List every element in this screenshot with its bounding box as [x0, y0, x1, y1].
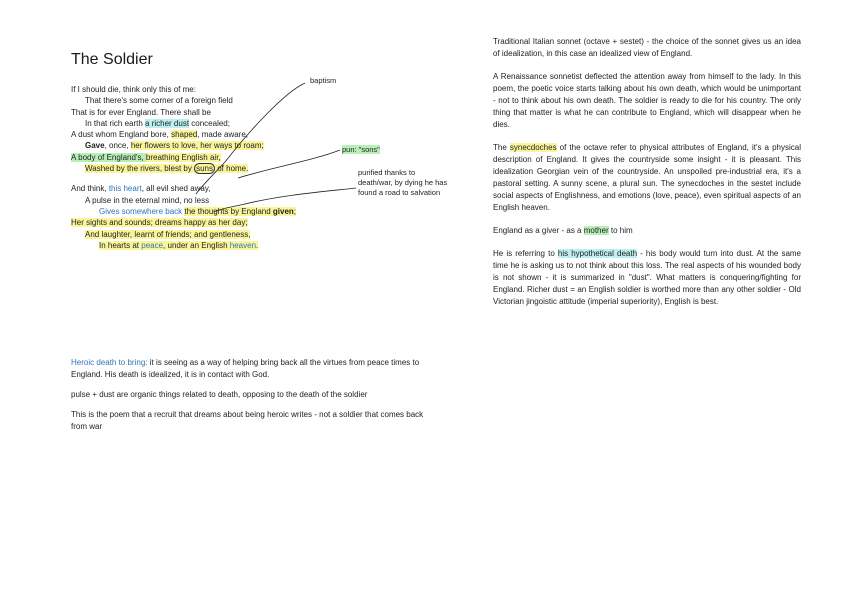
highlight-mother: mother [583, 226, 609, 235]
text-run: , once, [104, 141, 131, 151]
annotation-baptism: baptism [310, 76, 337, 85]
text-run: of the octave refer to physical attributes of England, it's a physical description of England. It gives the countryside some insight - it is pleasant. This idealization Georgian vein of the countryside. An unspoiled pre-industrial era, it's a pastoral setting. A sunny scene, a plural sun. The synecdoches in the sestet include social aspects of Englishness, and emotions (love, peace), even spiritual aspects of an English heaven. [493, 143, 801, 212]
text-run: concealed; [189, 118, 230, 128]
bold-gave: Gave [85, 141, 105, 151]
note-recruit: This is the poem that a recruit that dreams about being heroic writes - not a soldier that comes back from war [71, 410, 424, 431]
poem-line-7 [71, 152, 371, 163]
text-run: And think, [71, 184, 109, 194]
notes-right [493, 36, 801, 319]
highlight-laughter: And laughter, learnt of friends; and gentleness, [85, 229, 251, 239]
highlight-hypothetical-death: his hypothetical death [557, 249, 638, 258]
text-run: it is seeing as a way of helping bring back all the virtues from peace times to England. His death is idealized, it is in contact with God. [71, 358, 420, 379]
text-run: , made aware, [197, 130, 249, 140]
highlight-washed [85, 164, 248, 173]
highlight-breathing: breathing English air, [145, 152, 221, 162]
blue-heaven: heaven [229, 240, 257, 250]
label-heroic-death: Heroic death to bring: [71, 358, 148, 367]
text-run: . [256, 240, 259, 250]
note-heroic-death [71, 357, 427, 381]
note-renaissance: A Renaissance sonnetist deflected the attention away from himself to the lady. In this poem, the poetic voice starts talking about his own death, which would be unimportant - not to think about his own death. The soldier is ready to die for his country. The only thing that matter is what he can contribute to England, which will disappear when he dies. [493, 72, 801, 129]
poem-line-5 [71, 129, 371, 140]
highlight-shaped: shaped [171, 130, 198, 140]
text-run: He is referring to [493, 249, 558, 258]
highlight-flowers: her flowers to love, her ways to roam; [130, 141, 264, 151]
note-pulse-dust: pulse + dust are organic things related to death, opposing to the death of the soldier [71, 390, 368, 399]
text-run: - his body would turn into dust. At the same time he is asking us to not think about this loss. The real aspects of his wounded body is not shown - it is summarized in "dust". What matters is conquering/fighting for England. Richer dust = an English soldier is worthed more than any other soldier - Old Victorian jingoistic attitude (imperial superiority), English is best. [493, 249, 802, 306]
text-run: England as a giver - as a [493, 226, 584, 235]
poem-line-8 [71, 163, 371, 174]
poem-line-14 [71, 240, 371, 251]
note-sonnet: Traditional Italian sonnet (octave + sestet) - the choice of the sonnet gives us an idea of idealization, in this case an idealized view of England. [493, 37, 801, 58]
poem-line-13 [71, 229, 371, 240]
text-run: A dust whom England bore, [71, 130, 172, 140]
annotation-pun [342, 145, 380, 155]
notes-left [71, 357, 427, 441]
poem-line-11 [71, 206, 371, 217]
text-run: , under an English [163, 240, 230, 250]
poem-line-10: A pulse in the eternal mind, no less [85, 195, 210, 205]
text-run: In that rich earth [85, 118, 146, 128]
note-synecdoches [493, 142, 801, 214]
text-run: to him [608, 226, 633, 235]
stanza-gap [71, 174, 371, 183]
highlight-richer-dust: a richer dust [145, 118, 190, 128]
text-run: The [493, 143, 510, 152]
poem-line-9 [71, 183, 371, 194]
highlight-thoughts [184, 207, 296, 216]
text-run: In hearts at [99, 240, 142, 250]
circled-suns: suns [196, 164, 213, 174]
poem-line-1: If I should die, think only this of me: [71, 85, 196, 94]
blue-peace: peace [141, 240, 164, 250]
highlight-body: A body of England's, [71, 152, 146, 162]
poem-line-4 [71, 118, 371, 129]
text-run: of home. [215, 164, 249, 174]
highlight-hearts [99, 241, 258, 250]
note-giver [493, 225, 801, 237]
highlight-synecdoches: synecdoches [509, 143, 557, 152]
highlight-pun: pun: "sons" [342, 145, 380, 154]
bold-given: given [272, 206, 294, 216]
poem-line-2: That there's some corner of a foreign field [85, 96, 233, 106]
note-hypothetical-death [493, 248, 801, 308]
poem-line-12 [71, 217, 371, 228]
highlight-sights: Her sights and sounds; dreams happy as her day; [71, 218, 248, 228]
poem-line-6 [71, 140, 371, 151]
text-run: , all evil shed away, [141, 184, 211, 194]
blue-this-heart: this heart [108, 184, 142, 194]
annotation-purified: purified thanks to death/war, by dying he has found a road to salvation [358, 168, 448, 197]
text-run: Washed by the rivers, blest by [85, 164, 195, 174]
poem [71, 84, 371, 251]
text-run: ; [293, 206, 297, 216]
page-title: The Soldier [71, 51, 153, 68]
poem-line-3: That is for ever England. There shall be [71, 107, 211, 117]
text-run: the thoughts by England [184, 206, 273, 216]
blue-gives-back: Gives somewhere back [99, 206, 185, 216]
